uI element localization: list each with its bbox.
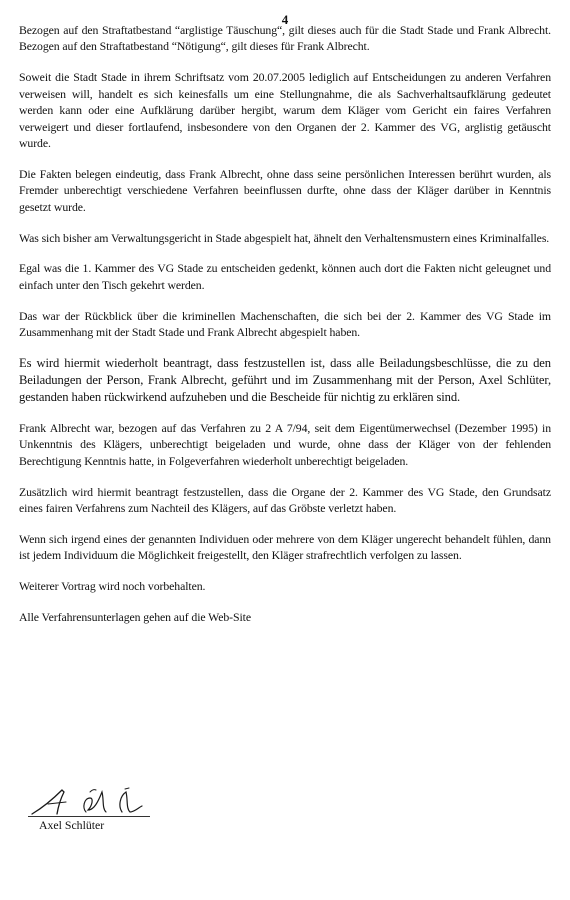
letter-body [19, 22, 551, 640]
page-number: 4 [281, 12, 289, 27]
signer-name: Axel Schlüter [39, 818, 105, 832]
paragraph-fakten: Die Fakten belegen eindeutig, dass Frank Albrecht, ohne dass seine persönlichen Interessen berührt wurden, als Fremder unberechtigt verschiedene Verfahren beeinflussen durfte, ohne dass der Kläger darüber in Kenntnis gesetzt wurde. [19, 166, 551, 214]
paragraph-kriminalfall: Was sich bisher am Verwaltungsgericht in Stade abgespielt hat, ähnelt den Verhaltensmustern eines Kriminalfalles. [19, 230, 550, 245]
paragraph-schriftsatz: Soweit die Stadt Stade in ihrem Schriftsatz vom 20.07.2005 lediglich auf Entscheidungen zu anderen Verfahren verweisen will, handelt es sich keinesfalls um eine Stellungnahme, die als Sachverhaltsaufklärung gedeutet werden kann oder eine Aufklärung darüber hergibt, warum dem Kläger vom Gericht ein faires Verfahren verweigert und dieser fortlaufend, insbesondere von den Organen der 2. Kammer des VG, arglistig getäuscht wurde. [19, 70, 551, 150]
paragraph-vorbehalt: Weiterer Vortrag wird noch vorbehalten. [19, 579, 206, 594]
handwritten-signature [28, 786, 158, 818]
paragraph-frank-albrecht: Frank Albrecht war, bezogen auf das Verfahren zu 2 A 7/94, seit dem Eigentümerwechsel (Dezember 1995) in Unkenntnis des Klägers, unberechtigt beigeladen und wurde, ohne dass der Kläger von der fehlenden Berechtigung Kenntnis hatte, in Folgeverfahren wiederholt unberechtigt beigeladen. [19, 420, 551, 468]
paragraph-erste-kammer: Egal was die 1. Kammer des VG Stade zu entscheiden gedenkt, können auch dort die Fakten nicht geleugnet und einfach unter den Tisch gekehrt werden. [19, 261, 551, 292]
signature-line [28, 816, 150, 817]
paragraph-tatbestand: Bezogen auf den Straftatbestand “arglistige Täuschung“, gilt dieses auch für die Stadt Stade und Frank Albrecht. Bezogen auf den Straftatbestand “Nötigung“, gilt dieses für Frank Albrecht. [19, 23, 551, 54]
paragraph-antrag-faires-verfahren: Zusätzlich wird hiermit beantragt festzustellen, dass die Organe der 2. Kammer des VG Stade, den Grundsatz eines fairen Verfahrens zum Nachteil des Klägers, auf das Gröbste verletzt haben. [19, 484, 551, 516]
signature-block [28, 786, 168, 836]
paragraph-individuen: Wenn sich irgend eines der genannten Individuen oder mehrere von dem Kläger ungerecht behandelt fühlen, dann ist jedem Individuum die Möglichkeit freigestellt, den Kläger strafrechtlich verfolgen zu lassen. [19, 532, 551, 563]
paragraph-rueckblick: Das war der Rückblick über die kriminellen Machenschaften, die sich bei der 2. Kammer des VG Stade im Zusammenhang mit der Stadt Stade und Frank Albrecht abgespielt haben. [19, 308, 551, 340]
paragraph-web-site: Alle Verfahrensunterlagen gehen auf die Web-Site [19, 610, 251, 625]
paragraph-antrag-beiladung: Es wird hiermit wiederholt beantragt, dass festzustellen ist, dass alle Beiladungsbeschlüsse, die zu den Beiladungen der Person, Frank Albrecht, geführt und im Zusammenhang mit der Person, Axel Schlüter, gestanden haben rückwirkend aufzuheben und die Bescheide für nichtig zu erklären sind. [19, 356, 551, 404]
